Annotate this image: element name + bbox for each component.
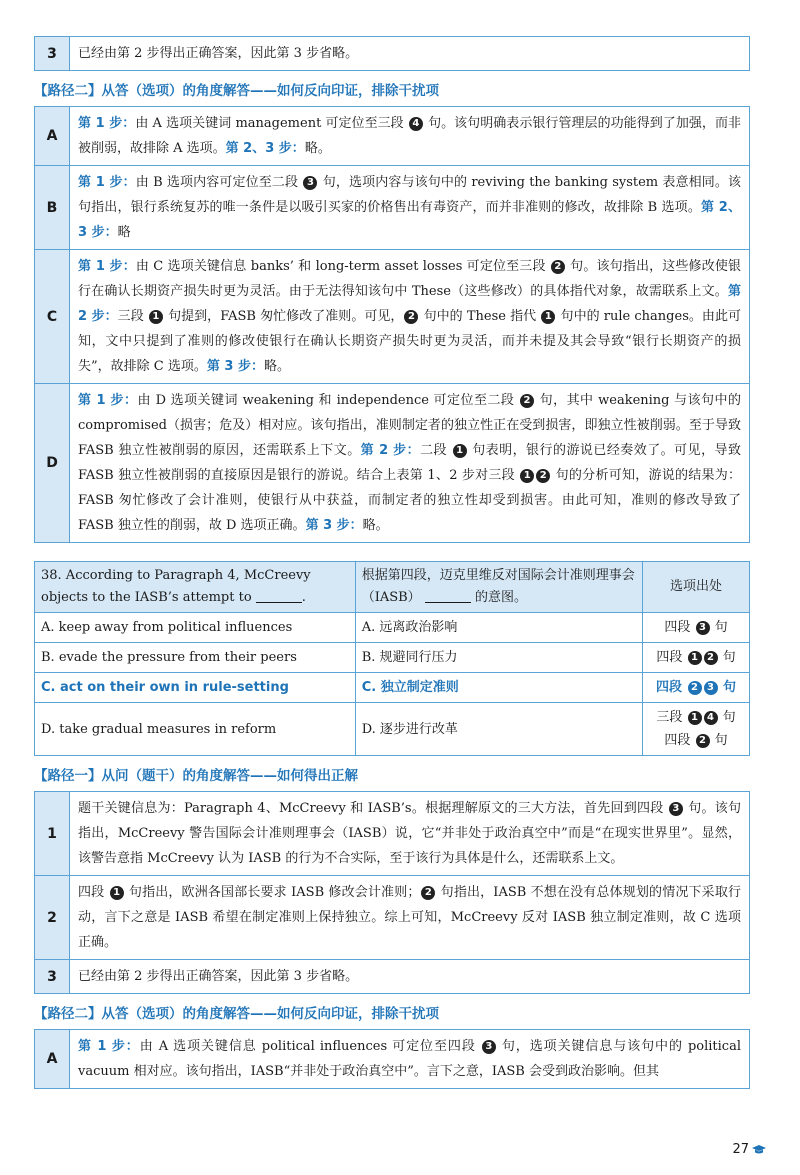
text-run: 句，其中 weakening 与该句中的 compromised（损害；危及）相对应。该句指出，准则制定者的独立性正在受到损害，即独立性被削弱。至于导致 FASB 独立性被削弱的原因，还需联系上下文。	[78, 393, 742, 458]
step-content	[70, 960, 750, 994]
text-run: 句，选项关键信息与该句中的 political vacuum 相对应。该句指出，IASB“并非处于政治真空中”。言下之意，IASB 会受到政治影响。但其	[78, 1039, 741, 1079]
step-keyword: 第 2、3 步：	[78, 200, 741, 240]
step-content	[70, 1030, 750, 1089]
text-run: 句	[718, 710, 736, 725]
text-run: 句，选项内容与该句中的 reviving the banking system 表意相同。该句指出，银行系统复苏的唯一条件是以吸引买家的价格售出有毒资产，而并非准则的修改，故排除 B 选项。	[78, 175, 742, 215]
step-label: 2	[35, 876, 70, 960]
question-stem-en	[35, 562, 356, 613]
text-run: 已经由第 2 步得出正确答案，因此第 3 步省略。	[78, 969, 359, 984]
options-analysis-table-a	[34, 106, 750, 543]
step-keyword: 第 1 步：	[78, 1039, 140, 1054]
step-keyword: 第 2、3 步：	[225, 141, 305, 156]
sentence-number-marker: 2	[421, 886, 435, 900]
sentence-number-marker: 3	[669, 802, 683, 816]
option-zh: A. 远离政治影响	[355, 613, 642, 643]
path1-steps-table	[34, 791, 750, 994]
text-run: 由 B 选项内容可定位至二段	[135, 175, 303, 190]
sentence-number-marker: 1	[520, 469, 534, 483]
sentence-number-marker: 3	[482, 1040, 496, 1054]
question-stem-zh-suffix: 的意图。	[474, 590, 527, 605]
text-run: 句提到，FASB 匆忙修改了准则。可见，	[163, 309, 404, 324]
path2-heading-a: 【路径二】从答（选项）的角度解答——如何反向印证，排除干扰项	[34, 83, 439, 99]
answer-blank-zh	[425, 590, 471, 603]
text-run: 略。	[263, 359, 290, 374]
step-keyword: 第 1 步：	[78, 175, 136, 190]
sentence-number-marker: 2	[551, 260, 565, 274]
step-keyword: 第 2 步：	[360, 443, 421, 458]
text-run: 句。该句明确表示银行管理层的功能得到了加强，而非被削弱，故排除 A 选项。	[78, 116, 741, 156]
text-run: 句指出，IASB 不想在没有总体规划的情况下采取行动，言下之意是 IASB 希望在制定准则上保持独立。综上可知，McCreevy 反对 IASB 独立制定准则，故 C 选项正确。	[78, 885, 741, 950]
question-table	[34, 561, 750, 756]
sentence-number-marker: 4	[704, 711, 718, 725]
text-run: 二段	[420, 443, 452, 458]
step-content	[70, 107, 750, 166]
option-source	[643, 703, 750, 756]
text-run: 由 A 选项关键词 management 可定位至三段	[135, 116, 408, 131]
table-row	[35, 876, 750, 960]
text-run: 句。该句指出，这些修改使银行在确认长期资产损失时更为灵活。由于无法得知该句中 These（这些修改）的具体指代对象，故需联系上文。	[78, 259, 742, 299]
text-run: 四段	[656, 650, 687, 665]
text-run: 句表明，银行的游说已经奏效了。可见，导致 FASB 独立性被削弱的直接原因是银行的游说。结合上表第 1、2 步对三段	[78, 443, 741, 483]
step-content	[70, 792, 750, 876]
step-content	[70, 166, 750, 250]
step-label: A	[35, 1030, 70, 1089]
step-keyword: 第 3 步：	[206, 359, 264, 374]
sentence-number-marker: 2	[536, 469, 550, 483]
text-run: 三段	[656, 710, 687, 725]
table-row	[35, 384, 750, 543]
text-run: 句中的 rule changes。由此可知，文中只提到了准则的修改使银行在确认长期资产损失时更为灵活，而并未提及其会导致“银行长期资产的损失”，故排除 C 选项。	[78, 309, 741, 374]
option-en: C. act on their own in rule-setting	[35, 673, 356, 703]
step-label: A	[35, 107, 70, 166]
step-label: B	[35, 166, 70, 250]
step-content: 已经由第 2 步得出正确答案，因此第 3 步省略。	[70, 37, 750, 71]
text-run: 略	[117, 225, 131, 240]
text-run: 句的分析可知，游说的结果为：FASB 匆忙修改了会计准则，使银行从中获益，而制定者的独立性却受到损害。由此可知，准则的修改导致了 FASB 独立性的削弱，故 D 选项正确。	[78, 468, 742, 533]
step-label: 1	[35, 792, 70, 876]
step-keyword: 第 1 步：	[78, 393, 138, 408]
text-run: 略。	[304, 141, 331, 156]
option-row	[35, 703, 750, 756]
step-keyword: 第 1 步：	[78, 259, 136, 274]
step-label: 3	[35, 37, 70, 71]
text-run: 四段	[655, 680, 687, 695]
sentence-number-marker: 3	[303, 176, 317, 190]
source-header: 选项出处	[643, 562, 750, 613]
page-number	[732, 1142, 766, 1157]
sentence-number-marker: 3	[704, 681, 718, 695]
graduation-cap-icon	[752, 1145, 766, 1155]
sentence-number-marker: 2	[520, 394, 534, 408]
text-run: 句	[710, 733, 728, 748]
option-row	[35, 643, 750, 673]
table-row	[35, 107, 750, 166]
page	[34, 36, 750, 1089]
path2-heading-b: 【路径二】从答（选项）的角度解答——如何反向印证，排除干扰项	[34, 1006, 439, 1022]
sentence-number-marker: 1	[541, 310, 555, 324]
text-run: 略。	[362, 518, 389, 533]
sentence-number-marker: 1	[688, 651, 702, 665]
sentence-number-marker: 1	[110, 886, 124, 900]
options-analysis-table-b	[34, 1029, 750, 1089]
table-row	[35, 250, 750, 384]
step-content	[70, 250, 750, 384]
sentence-number-marker: 2	[688, 681, 702, 695]
option-source	[643, 673, 750, 703]
step-content	[70, 876, 750, 960]
sentence-number-marker: 3	[696, 621, 710, 635]
option-zh: D. 逐步进行改革	[355, 703, 642, 756]
step-keyword: 第 1 步：	[78, 116, 136, 131]
sentence-number-marker: 2	[704, 651, 718, 665]
text-run: 句中的 These 指代	[419, 309, 541, 324]
option-en: A. keep away from political influences	[35, 613, 356, 643]
text-run: 四段	[664, 620, 695, 635]
sentence-number-marker: 2	[696, 734, 710, 748]
page-number-text: 27	[732, 1142, 749, 1157]
step-label: 3	[35, 960, 70, 994]
step-label: D	[35, 384, 70, 543]
table-row	[35, 792, 750, 876]
sentence-number-marker: 2	[404, 310, 418, 324]
text-run: 由 D 选项关键词 weakening 和 independence 可定位至二段	[137, 393, 520, 408]
table-row	[35, 960, 750, 994]
sentence-number-marker: 4	[409, 117, 423, 131]
text-run: 由 A 选项关键信息 political influences 可定位至四段	[139, 1039, 481, 1054]
question-stem-zh-text: 根据第四段，迈克里维反对国际会计准则理事会（IASB）	[361, 568, 635, 605]
option-row	[35, 673, 750, 703]
step-keyword: 第 3 步：	[305, 518, 363, 533]
step-content	[70, 384, 750, 543]
text-run: 句	[718, 680, 737, 695]
top-steps-table	[34, 36, 750, 71]
option-en: B. evade the pressure from their peers	[35, 643, 356, 673]
text-run: 句	[718, 650, 736, 665]
question-stem-en-text: 38. According to Paragraph 4, McCreevy objects to the IASB’s attempt to	[41, 568, 311, 605]
option-source	[643, 613, 750, 643]
text-run: 句。该句指出，McCreevy 警告国际会计准则理事会（IASB）说，它“并非处于政治真空中”而是“在现实世界里”。显然，该警告意指 McCreevy 认为 IASB 的行为不合实际，至于该行为具体是什么，还需联系上文。	[78, 801, 741, 866]
sentence-number-marker: 1	[149, 310, 163, 324]
question-header-row	[35, 562, 750, 613]
sentence-number-marker: 1	[453, 444, 467, 458]
text-run: 由 C 选项关键信息 banks’ 和 long-term asset losses 可定位至三段	[135, 259, 550, 274]
text-run: 三段	[117, 309, 148, 324]
question-stem-zh	[355, 562, 642, 613]
question-stem-en-suffix: .	[301, 590, 306, 605]
step-label: C	[35, 250, 70, 384]
path1-heading: 【路径一】从问（题干）的角度解答——如何得出正解	[34, 768, 358, 784]
table-row	[35, 37, 750, 71]
answer-blank	[256, 590, 302, 603]
option-zh: B. 规避同行压力	[355, 643, 642, 673]
text-run: 句	[710, 620, 728, 635]
option-row	[35, 613, 750, 643]
option-zh: C. 独立制定准则	[355, 673, 642, 703]
text-run: 题干关键信息为：Paragraph 4、McCreevy 和 IASB’s。根据理解原文的三大方法，首先回到四段	[78, 801, 668, 816]
text-run: 四段	[78, 885, 109, 900]
text-run: 四段	[664, 733, 695, 748]
sentence-number-marker: 1	[688, 711, 702, 725]
text-run: 句指出，欧洲各国部长要求 IASB 修改会计准则；	[124, 885, 421, 900]
table-row	[35, 1030, 750, 1089]
option-en: D. take gradual measures in reform	[35, 703, 356, 756]
option-source	[643, 643, 750, 673]
table-row	[35, 166, 750, 250]
step-keyword: 第 2 步：	[78, 284, 741, 324]
